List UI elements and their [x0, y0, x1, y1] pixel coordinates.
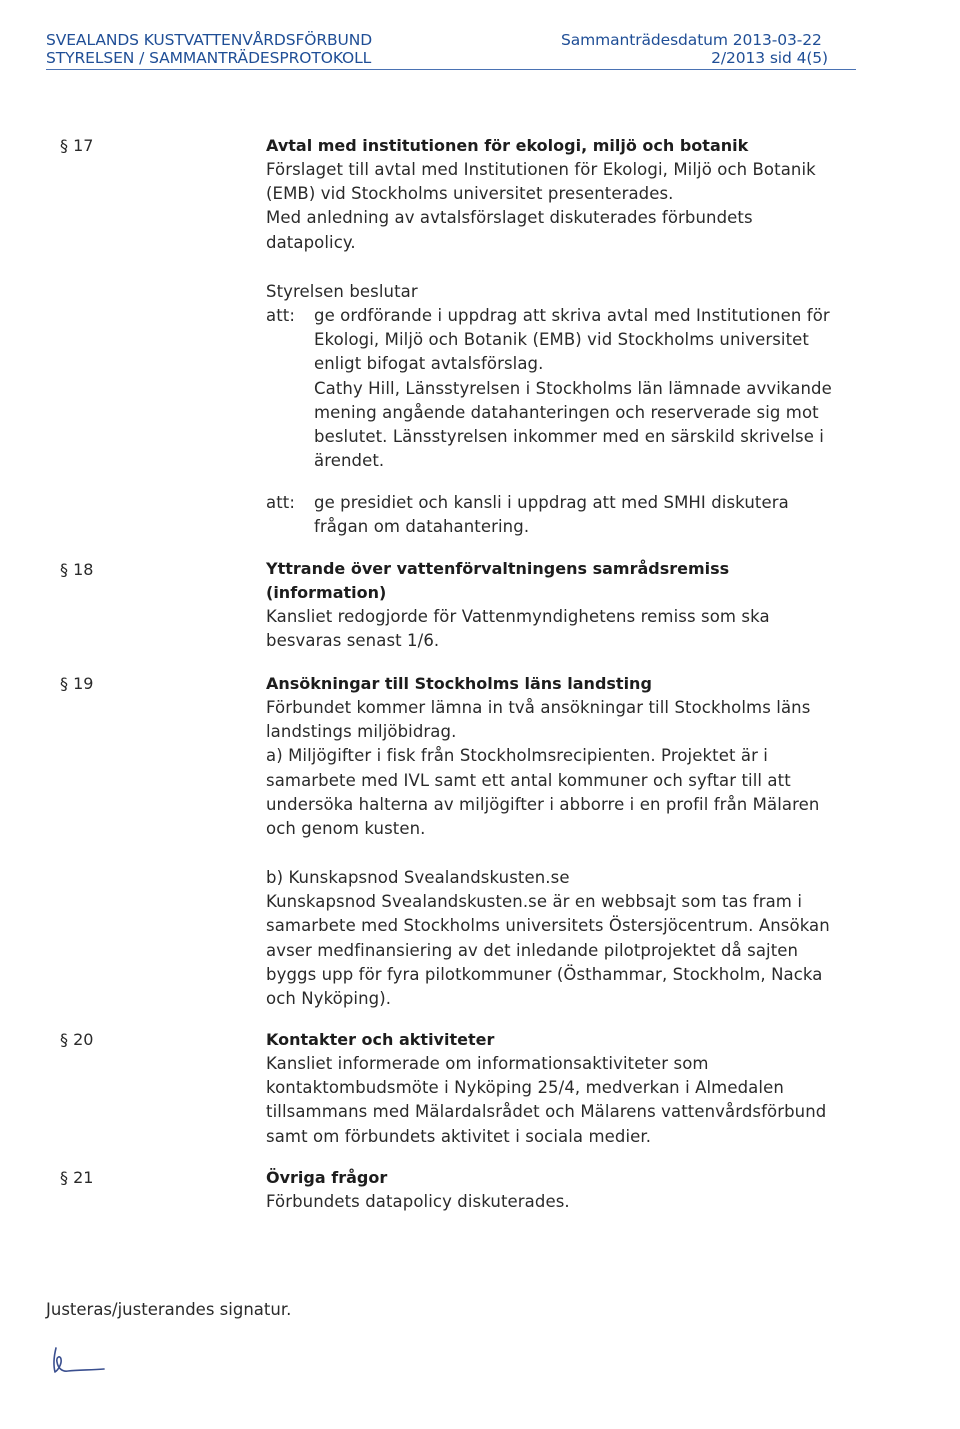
section-number-19: § 19 [60, 674, 94, 693]
page-number: 2/2013 sid 4(5) [711, 49, 828, 67]
body-line: och genom kusten. [266, 819, 426, 839]
section-title-20: Kontakter och aktiviteter [266, 1030, 495, 1049]
organization-name: SVEALANDS KUSTVATTENVÅRDSFÖRBUND [46, 31, 373, 49]
body-line: tillsammans med Mälardalsrådet och Mälarens vattenvårdsförbund [266, 1102, 827, 1122]
body-line: samt om förbundets aktivitet i sociala medier. [266, 1126, 652, 1146]
section-body-21 [266, 1190, 866, 1214]
section-body-19b [266, 866, 866, 1011]
section-number-18: § 18 [60, 560, 94, 579]
body-line: Förslaget till avtal med Institutionen för Ekologi, Miljö och Botanik [266, 160, 816, 179]
section-number-17: § 17 [60, 136, 94, 155]
att-line: ge ordförande i uppdrag att skriva avtal med Institutionen för [314, 306, 830, 325]
att-label: att: [266, 493, 296, 512]
body-line: och Nyköping). [266, 989, 392, 1009]
body-line: b) Kunskapsnod Svealandskusten.se [266, 868, 570, 887]
body-line: Kansliet informerade om informationsaktiviteter som [266, 1054, 709, 1073]
body-line: Kansliet redogjorde för Vattenmyndighetens remiss som ska [266, 607, 770, 626]
section-body-18 [266, 605, 866, 653]
signature-label: Justeras/justerandes signatur. [46, 1300, 292, 1319]
section-number-20: § 20 [60, 1030, 94, 1049]
body-line: samarbete med IVL samt ett antal kommuner och syftar till att [266, 770, 791, 790]
att-line: Cathy Hill, Länsstyrelsen i Stockholms län lämnade avvikande [314, 378, 832, 398]
title-line: Yttrande över vattenförvaltningens samrådsremiss [266, 559, 730, 578]
section-title-18 [266, 557, 729, 605]
body-line: (EMB) vid Stockholms universitet presenterades. [266, 184, 674, 204]
body-line: byggs upp för fyra pilotkommuner (Östhammar, Stockholm, Nacka [266, 964, 823, 984]
title-line: (information) [266, 583, 387, 602]
section-title-21: Övriga frågor [266, 1168, 388, 1187]
meeting-date: Sammanträdesdatum 2013-03-22 [561, 31, 822, 49]
section-body-20 [266, 1052, 866, 1149]
body-line: besvaras senast 1/6. [266, 631, 440, 651]
section-body-17 [266, 158, 866, 255]
header-divider [46, 69, 856, 70]
att-line: mening angående datahanteringen och reserverade sig mot [314, 402, 819, 422]
document-type: STYRELSEN / SAMMANTRÄDESPROTOKOLL [46, 49, 372, 67]
section-title-19: Ansökningar till Stockholms läns landsting [266, 674, 652, 693]
body-line: datapolicy. [266, 232, 356, 252]
att-line: ärendet. [314, 451, 385, 471]
att-line: beslutet. Länsstyrelsen inkommer med en särskild skrivelse i [314, 427, 824, 447]
body-line: Förbundet kommer lämna in två ansökningar till Stockholms läns [266, 698, 811, 717]
att-line: Ekologi, Miljö och Botanik (EMB) vid Stockholms universitet [314, 330, 810, 350]
decision-intro: Styrelsen beslutar [266, 282, 418, 301]
body-line: avser medfinansiering av det inledande pilotprojektet då sajten [266, 940, 799, 960]
body-line: Med anledning av avtalsförslaget diskuterades förbundets [266, 208, 753, 228]
att-line: enligt bifogat avtalsförslag. [314, 354, 544, 374]
section-title-17: Avtal med institutionen för ekologi, miljö och botanik [266, 136, 749, 155]
att-line: ge presidiet och kansli i uppdrag att med SMHI diskutera [314, 493, 789, 512]
section-body-19 [266, 696, 866, 841]
body-line: Kunskapsnod Svealandskusten.se är en webbsajt som tas fram i [266, 892, 802, 912]
section-number-21: § 21 [60, 1168, 94, 1187]
body-line: undersöka halterna av miljögifter i abborre i en profil från Mälaren [266, 794, 820, 814]
body-line: landstings miljöbidrag. [266, 722, 457, 742]
att-line: frågan om datahantering. [314, 517, 530, 537]
att-label: att: [266, 306, 296, 325]
body-line: Förbundets datapolicy diskuterades. [266, 1192, 570, 1211]
body-line: kontaktombudsmöte i Nyköping 25/4, medverkan i Almedalen [266, 1078, 784, 1098]
body-line: a) Miljögifter i fisk från Stockholmsrecipienten. Projektet är i [266, 746, 768, 766]
body-line: samarbete med Stockholms universitets Östersjöcentrum. Ansökan [266, 916, 830, 936]
handwritten-signature [48, 1342, 108, 1382]
